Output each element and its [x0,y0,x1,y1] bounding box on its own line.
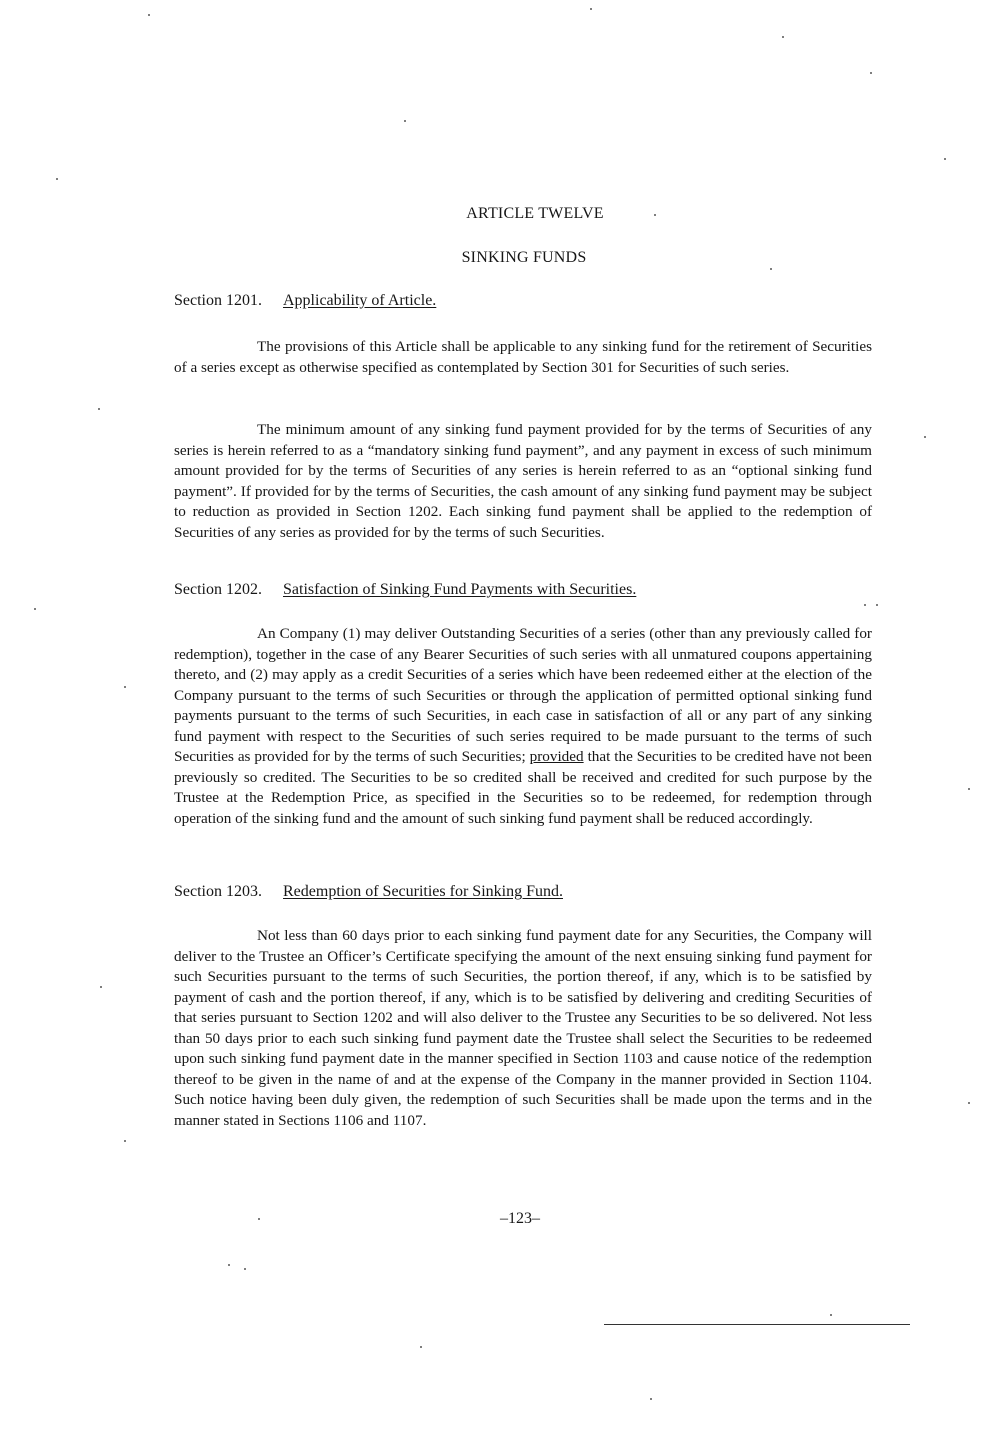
paragraph-1202 [174,624,872,829]
section-title: Redemption of Securities for Sinking Fund. [283,883,563,900]
scan-speck [944,158,946,160]
scan-speck [148,14,150,16]
section-1201-heading [174,292,436,310]
scan-speck [864,604,866,606]
scan-speck [258,1218,260,1220]
paragraph-1201-a: The provisions of this Article shall be applicable to any sinking fund for the retirement of Securities of a series except as otherwise specified as contemplated by Section 301 for Securities of such series. [174,338,872,376]
scan-speck [770,268,772,270]
paragraph-1203: Not less than 60 days prior to each sinking fund payment date for any Securities, the Company will deliver to the Trustee an Officer’s Certificate specifying the amount of the next ensuing sinking fund payment for such Securities pursuant to the terms of such Securities, the portion thereof, if any, which is to be satisfied by payment of cash and the portion thereof, if any, which is to be satisfied by delivering and crediting Securities of that series pursuant to Section 1202 and will also deliver to the Trustee any Securities to be so delivered. Not less than 50 days prior to each such sinking fund payment date the Trustee shall select the Securities to be redeemed upon such sinking fund payment date in the manner specified in Section 1103 and cause notice of the redemption thereof to be given in the name of and at the expense of the Company in the manner provided in Section 1104. Such notice having been duly given, the redemption of such Securities shall be made upon the terms and in the manner stated in Sections 1106 and 1107. [174,927,872,1129]
scan-speck [830,1314,832,1316]
scan-speck [244,1268,246,1270]
scan-speck [100,986,102,988]
article-subtitle: SINKING FUNDS [461,249,587,266]
scan-speck [404,120,406,122]
scan-speck [654,214,656,216]
scan-speck [34,608,36,610]
page-number: –123– [500,1210,540,1227]
section-number: Section 1202. [174,581,262,598]
scan-speck [420,1346,422,1348]
scan-speck [124,686,126,688]
scan-speck [56,178,58,180]
section-title: Applicability of Article. [283,292,437,309]
section-title: Satisfaction of Sinking Fund Payments with Securities. [283,581,637,598]
proviso-term: provided [529,748,584,765]
article-title: ARTICLE TWELVE [466,205,604,222]
scan-speck [98,408,100,410]
scan-speck [968,788,970,790]
paragraph-1202-text: An Company (1) may deliver Outstanding Securities of a series (other than any previously called for redemption), together in the case of any Bearer Securities of such series with all unmatured coupons appertaining thereto, and (2) may apply as a credit Securities of a series which have been redeemed either at the election of the Company pursuant to the terms of such Securities or through the application of permitted optional sinking fund payments pursuant to the terms of such Securities, in each case in satisfaction of all or any part of any sinking fund payment with respect to the Securities of such series required to be made pursuant to the terms of such Securities as provided for by the terms of such Securities; [174,625,872,765]
scan-speck [228,1264,230,1266]
section-1203-heading [174,883,563,901]
scan-speck [590,8,592,10]
scan-speck [870,72,872,74]
scan-speck [124,1140,126,1142]
section-number: Section 1201. [174,292,262,309]
section-1202-heading [174,581,636,599]
scan-speck [876,604,878,606]
paragraph-1201-b: The minimum amount of any sinking fund payment provided for by the terms of Securities of any series is herein referred to as a “mandatory sinking fund payment”, and any payment in excess of such minimum amount provided for by the terms of Securities of any series is herein referred to as an “optional sinking fund payment”. If provided for by the terms of Securities, the cash amount of any sinking fund payment may be subject to reduction as provided in Section 1202. Each sinking fund payment shall be applied to the redemption of Securities of any series as provided for by the terms of such Securities. [174,421,872,541]
scan-speck [650,1398,652,1400]
scan-speck [782,36,784,38]
section-number: Section 1203. [174,883,262,900]
scan-speck [924,436,926,438]
paragraph-1202-text-continued: that the Securities to be credited have not been previously so credited. The Securities to be so credited shall be received and credited for such purpose by the Trustee at the Redemption Price, as specified in the Securities so to be redeemed, for redemption through operation of the sinking fund and the amount of such sinking fund payment shall be reduced accordingly. [174,748,873,827]
scan-speck [968,1102,970,1104]
footer-rule [604,1324,910,1325]
